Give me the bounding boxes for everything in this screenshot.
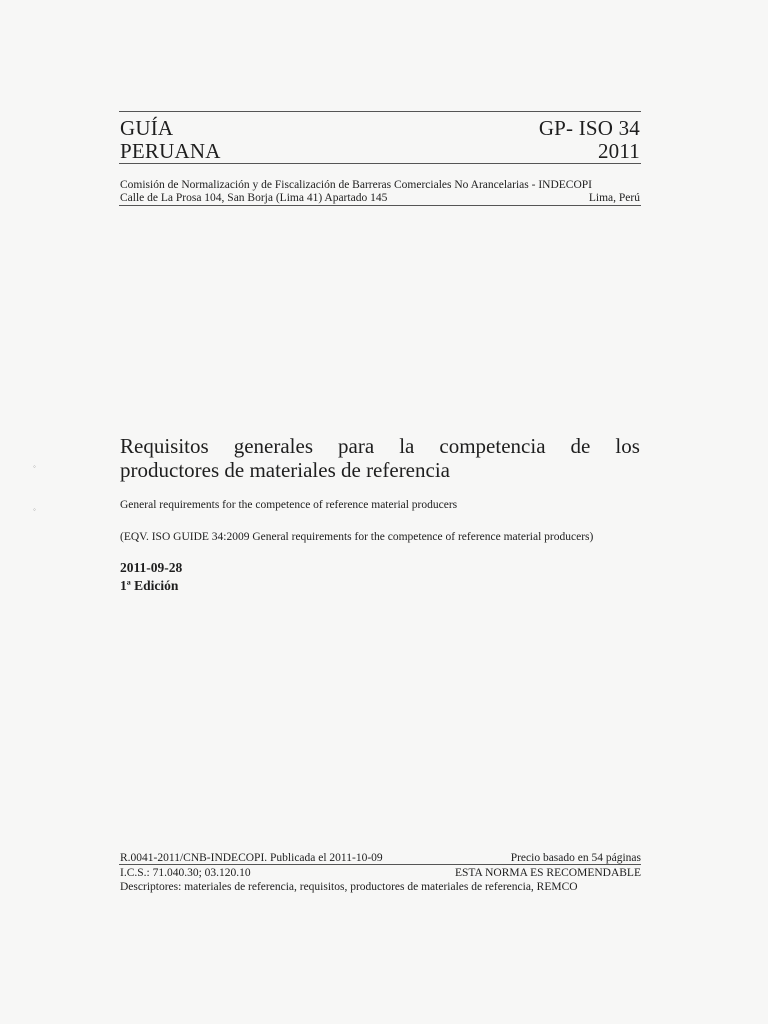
recommendation-note: ESTA NORMA ES RECOMENDABLE xyxy=(455,867,641,879)
header-bottom-rule xyxy=(119,205,641,206)
title-word: generales xyxy=(233,434,314,458)
organization-line: Comisión de Normalización y de Fiscalización de Barreras Comerciales No Arancelarias - INDECOPI xyxy=(120,179,592,191)
english-title: General requirements for the competence of reference material producers xyxy=(120,499,458,511)
footer-rule xyxy=(119,864,641,865)
standard-code: GP- ISO 34 xyxy=(538,116,640,140)
guide-type-line2: PERUANA xyxy=(120,139,221,163)
standard-year: 2011 xyxy=(597,139,640,163)
title-word: los xyxy=(615,434,640,458)
title-word: para xyxy=(338,434,375,458)
scan-speck: ◦ xyxy=(33,505,36,514)
city-line: Lima, Perú xyxy=(588,192,640,204)
equivalence-note: (EQV. ISO GUIDE 34:2009 General requirements for the competence of reference material producers) xyxy=(120,531,594,543)
title-line-1 xyxy=(120,434,640,458)
resolution-reference: R.0041-2011/CNB-INDECOPI. Publicada el 2011-10-09 xyxy=(120,852,383,864)
edition-label: 1ª Edición xyxy=(120,578,179,593)
guide-type-line1: GUÍA xyxy=(120,116,174,140)
ics-codes: I.C.S.: 71.040.30; 03.120.10 xyxy=(120,867,251,879)
header-top-rule xyxy=(119,111,641,112)
address-line: Calle de La Prosa 104, San Borja (Lima 41) Apartado 145 xyxy=(120,192,388,204)
title-word: Requisitos xyxy=(120,434,209,458)
title-word: de xyxy=(570,434,591,458)
header-mid-rule xyxy=(119,163,641,164)
price-basis: Precio basado en 54 páginas xyxy=(510,852,641,864)
title-line-2: productores de materiales de referencia xyxy=(120,458,450,482)
scan-speck: ◦ xyxy=(33,462,36,471)
descriptors-line: Descriptores: materiales de referencia, requisitos, productores de materiales de referencia, REMCO xyxy=(120,881,578,893)
approval-date: 2011-09-28 xyxy=(120,560,183,575)
document-title xyxy=(120,434,640,482)
title-word: competencia xyxy=(439,434,546,458)
title-word: la xyxy=(399,434,415,458)
